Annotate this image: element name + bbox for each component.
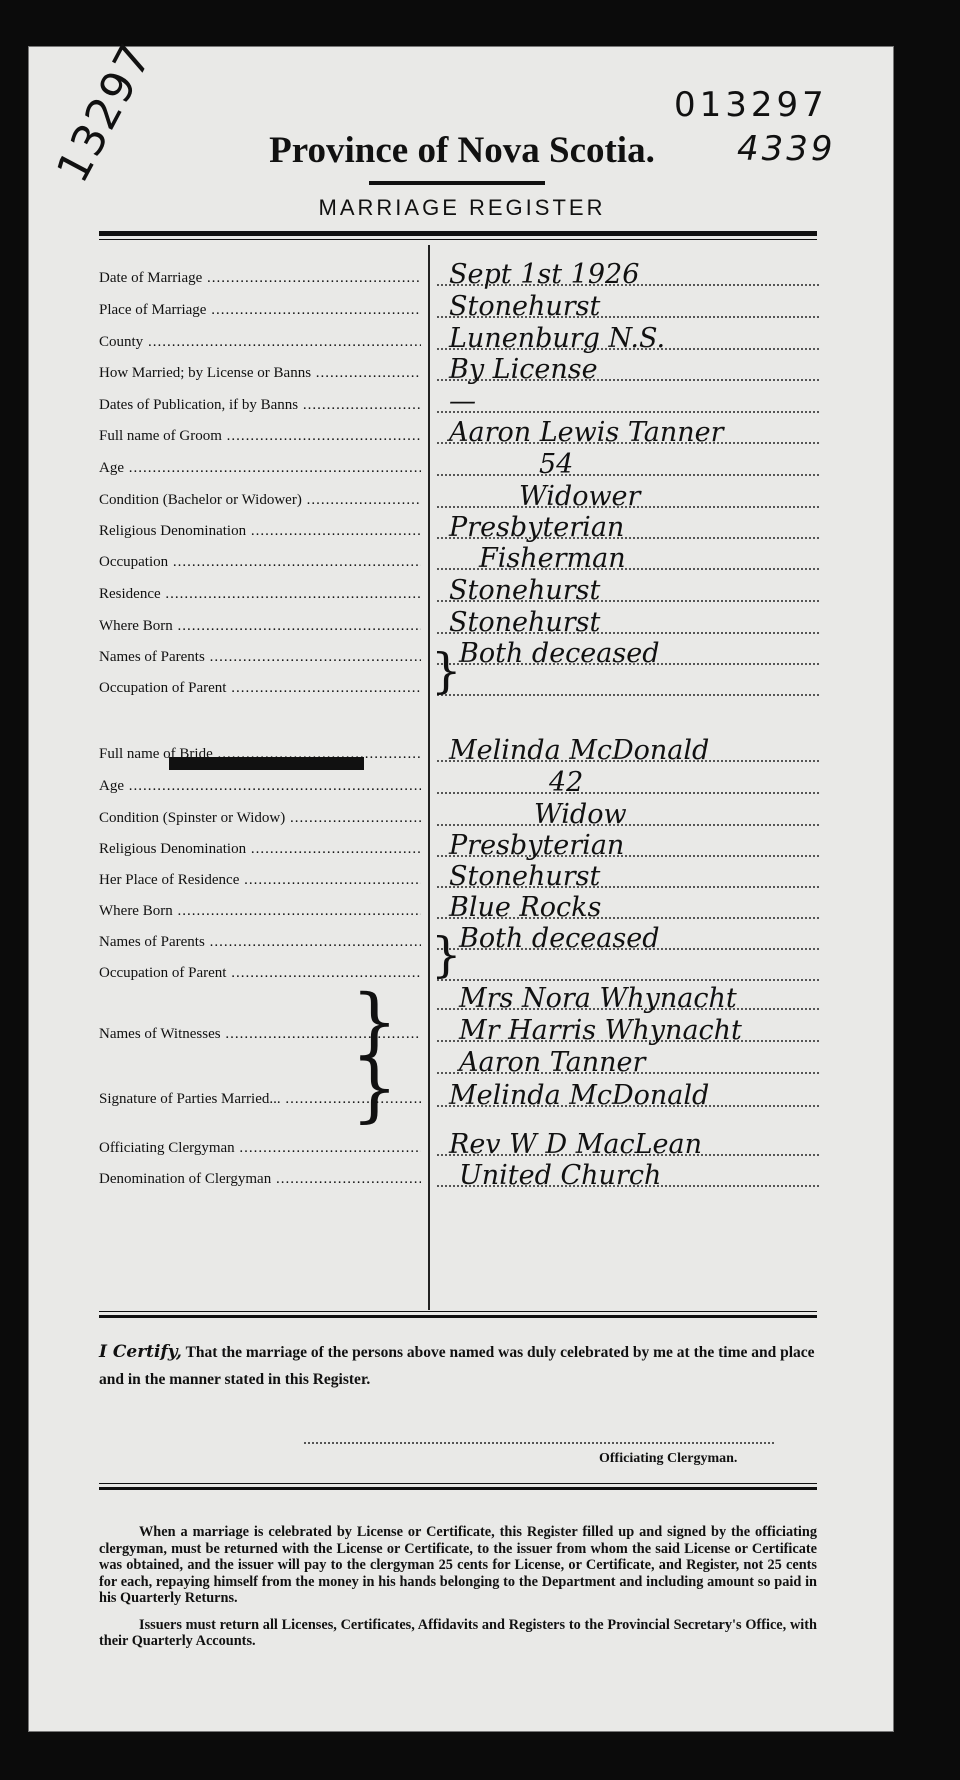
field-value: 54: [539, 449, 574, 480]
field-row-groom-name: Full name of Groom ..... Aaron Lewis Tanner: [99, 421, 819, 451]
field-row-bride-parents: Names of Parents ..... Both deceased: [99, 927, 819, 957]
field-value: Blue Rocks: [449, 892, 602, 923]
field-value: Mrs Nora Whynacht: [459, 983, 737, 1014]
field-value: Aaron Tanner: [459, 1047, 646, 1078]
field-row-witness-2: Names of Witnesses ..... Mr Harris Whynacht: [99, 1019, 819, 1049]
signatures-brace: }: [351, 1045, 399, 1131]
field-row-bride-residence: Her Place of Residence ..... Stonehurst: [99, 865, 819, 895]
certify-text: That the marriage of the persons above named was duly celebrated by me at the time and place and in the manner stated in this Register.: [99, 1344, 815, 1388]
clergyman-signature-label: Officiating Clergyman.: [599, 1451, 738, 1466]
certify-heading: I Certify,: [99, 1342, 182, 1362]
field-row-county: County ..... Lunenburg N.S.: [99, 327, 819, 357]
field-value: —: [449, 386, 476, 417]
field-row-bride-name: Full name of Bride ..... Melinda McDonald: [99, 739, 819, 769]
certificate-statement: [99, 1339, 817, 1393]
form-subtitle: MARRIAGE REGISTER: [318, 195, 606, 220]
register-form: [28, 34, 894, 1732]
file-number: 4339: [737, 129, 836, 169]
parents-brace: }: [431, 643, 462, 699]
field-value: Stonehurst: [449, 861, 601, 892]
field-row-witness-1: [99, 983, 819, 1017]
field-row-groom-condition: Condition (Bachelor or Widower) ..... Widower: [99, 485, 819, 515]
field-row-bride-parent-occupation: Occupation of Parent .....: [99, 958, 819, 988]
field-row-signature-groom: [99, 1047, 819, 1081]
field-row-bride-age: Age ..... 42: [99, 771, 819, 801]
field-row-groom-born: Where Born ..... Stonehurst: [99, 611, 819, 641]
field-row-how-married: How Married; by License or Banns ..... By License: [99, 358, 819, 388]
field-row-bride-born: Where Born ..... Blue Rocks: [99, 896, 819, 926]
field-row-bride-condition: Condition (Spinster or Widow) ..... Widow: [99, 803, 819, 833]
page-title: Province of Nova Scotia.: [269, 130, 655, 171]
field-row-clergyman: Officiating Clergyman ..... Rev W D MacLean: [99, 1133, 819, 1163]
field-value: Stonehurst: [449, 291, 601, 322]
field-row-publication: Dates of Publication, if by Banns ..... —: [99, 390, 819, 420]
bride-parents-brace: }: [431, 927, 462, 983]
registration-number: 013297: [674, 85, 828, 125]
field-value: Both deceased: [459, 923, 660, 954]
field-value: Melinda McDonald: [449, 1080, 710, 1111]
field-value: Presbyterian: [449, 830, 625, 861]
field-value: By License: [449, 354, 598, 385]
field-value: Both deceased: [459, 638, 660, 669]
field-value: Fisherman: [479, 543, 626, 574]
field-value: Aaron Lewis Tanner: [449, 417, 724, 448]
field-row-bride-religion: Religious Denomination ..... Presbyterian: [99, 834, 819, 864]
instruction-paragraph: Issuers must return all Licenses, Certificates, Affidavits and Registers to the Provincial Secretary's Office, with their Quarterly Accounts.: [99, 1616, 817, 1649]
field-value: Stonehurst: [449, 607, 601, 638]
certificate-rule-thin: [99, 1311, 817, 1312]
field-value: Presbyterian: [449, 512, 625, 543]
field-value: Widow: [534, 799, 627, 830]
field-row-groom-parents: Names of Parents ..... Both deceased: [99, 642, 819, 672]
instruction-paragraph: When a marriage is celebrated by License or Certificate, this Register filled up and signed by the officiating clergyman, must be returned with the License or Certificate, to the issuer from whom the said License or Certificate was obtained, and the issuer will pay to the clergyman 25 cents for License, or Certificate, and Register, not 25 cents for each, repaying himself from the money in his hands belonging to the Department and including amount so paid in his Quarterly Returns.: [99, 1524, 817, 1606]
field-row-clergy-denomination: Denomination of Clergyman ..... United Church: [99, 1164, 819, 1194]
field-value: Widower: [519, 481, 641, 512]
field-row-groom-religion: Religious Denomination ..... Presbyterian: [99, 516, 819, 546]
notes-rule: [99, 1487, 817, 1490]
field-row-groom-age: Age ..... 54: [99, 453, 819, 483]
header-rule: [99, 231, 817, 236]
field-value: Mr Harris Whynacht: [459, 1015, 742, 1046]
field-row-groom-residence: Residence ..... Stonehurst: [99, 579, 819, 609]
field-row-place: Place of Marriage ..... Stonehurst: [99, 295, 819, 325]
field-value: Lunenburg N.S.: [449, 323, 666, 354]
title-underline: [369, 181, 545, 185]
witnesses-brace: }: [351, 979, 399, 1065]
clergyman-signature-line: [304, 1442, 774, 1444]
field-value: Melinda McDonald: [449, 735, 710, 766]
header-rule-thin: [99, 239, 817, 240]
field-row-date: Date of Marriage ..... Sept 1st 1926: [99, 263, 819, 293]
field-row-groom-parent-occupation: Occupation of Parent .....: [99, 673, 819, 703]
field-value: 42: [549, 767, 584, 798]
field-value: United Church: [459, 1160, 662, 1191]
field-row-signature-bride: Signature of Parties Married... ..... Melinda McDonald: [99, 1084, 819, 1114]
field-value: Rev W D MacLean: [449, 1129, 702, 1160]
field-value: Sept 1st 1926: [449, 259, 640, 290]
instructions: [99, 1524, 817, 1660]
certificate-rule: [99, 1315, 817, 1318]
field-value: Stonehurst: [449, 575, 601, 606]
field-row-groom-occupation: Occupation ..... Fisherman: [99, 547, 819, 577]
margin-number: 13297: [47, 34, 163, 191]
notes-rule-thin: [99, 1483, 817, 1484]
